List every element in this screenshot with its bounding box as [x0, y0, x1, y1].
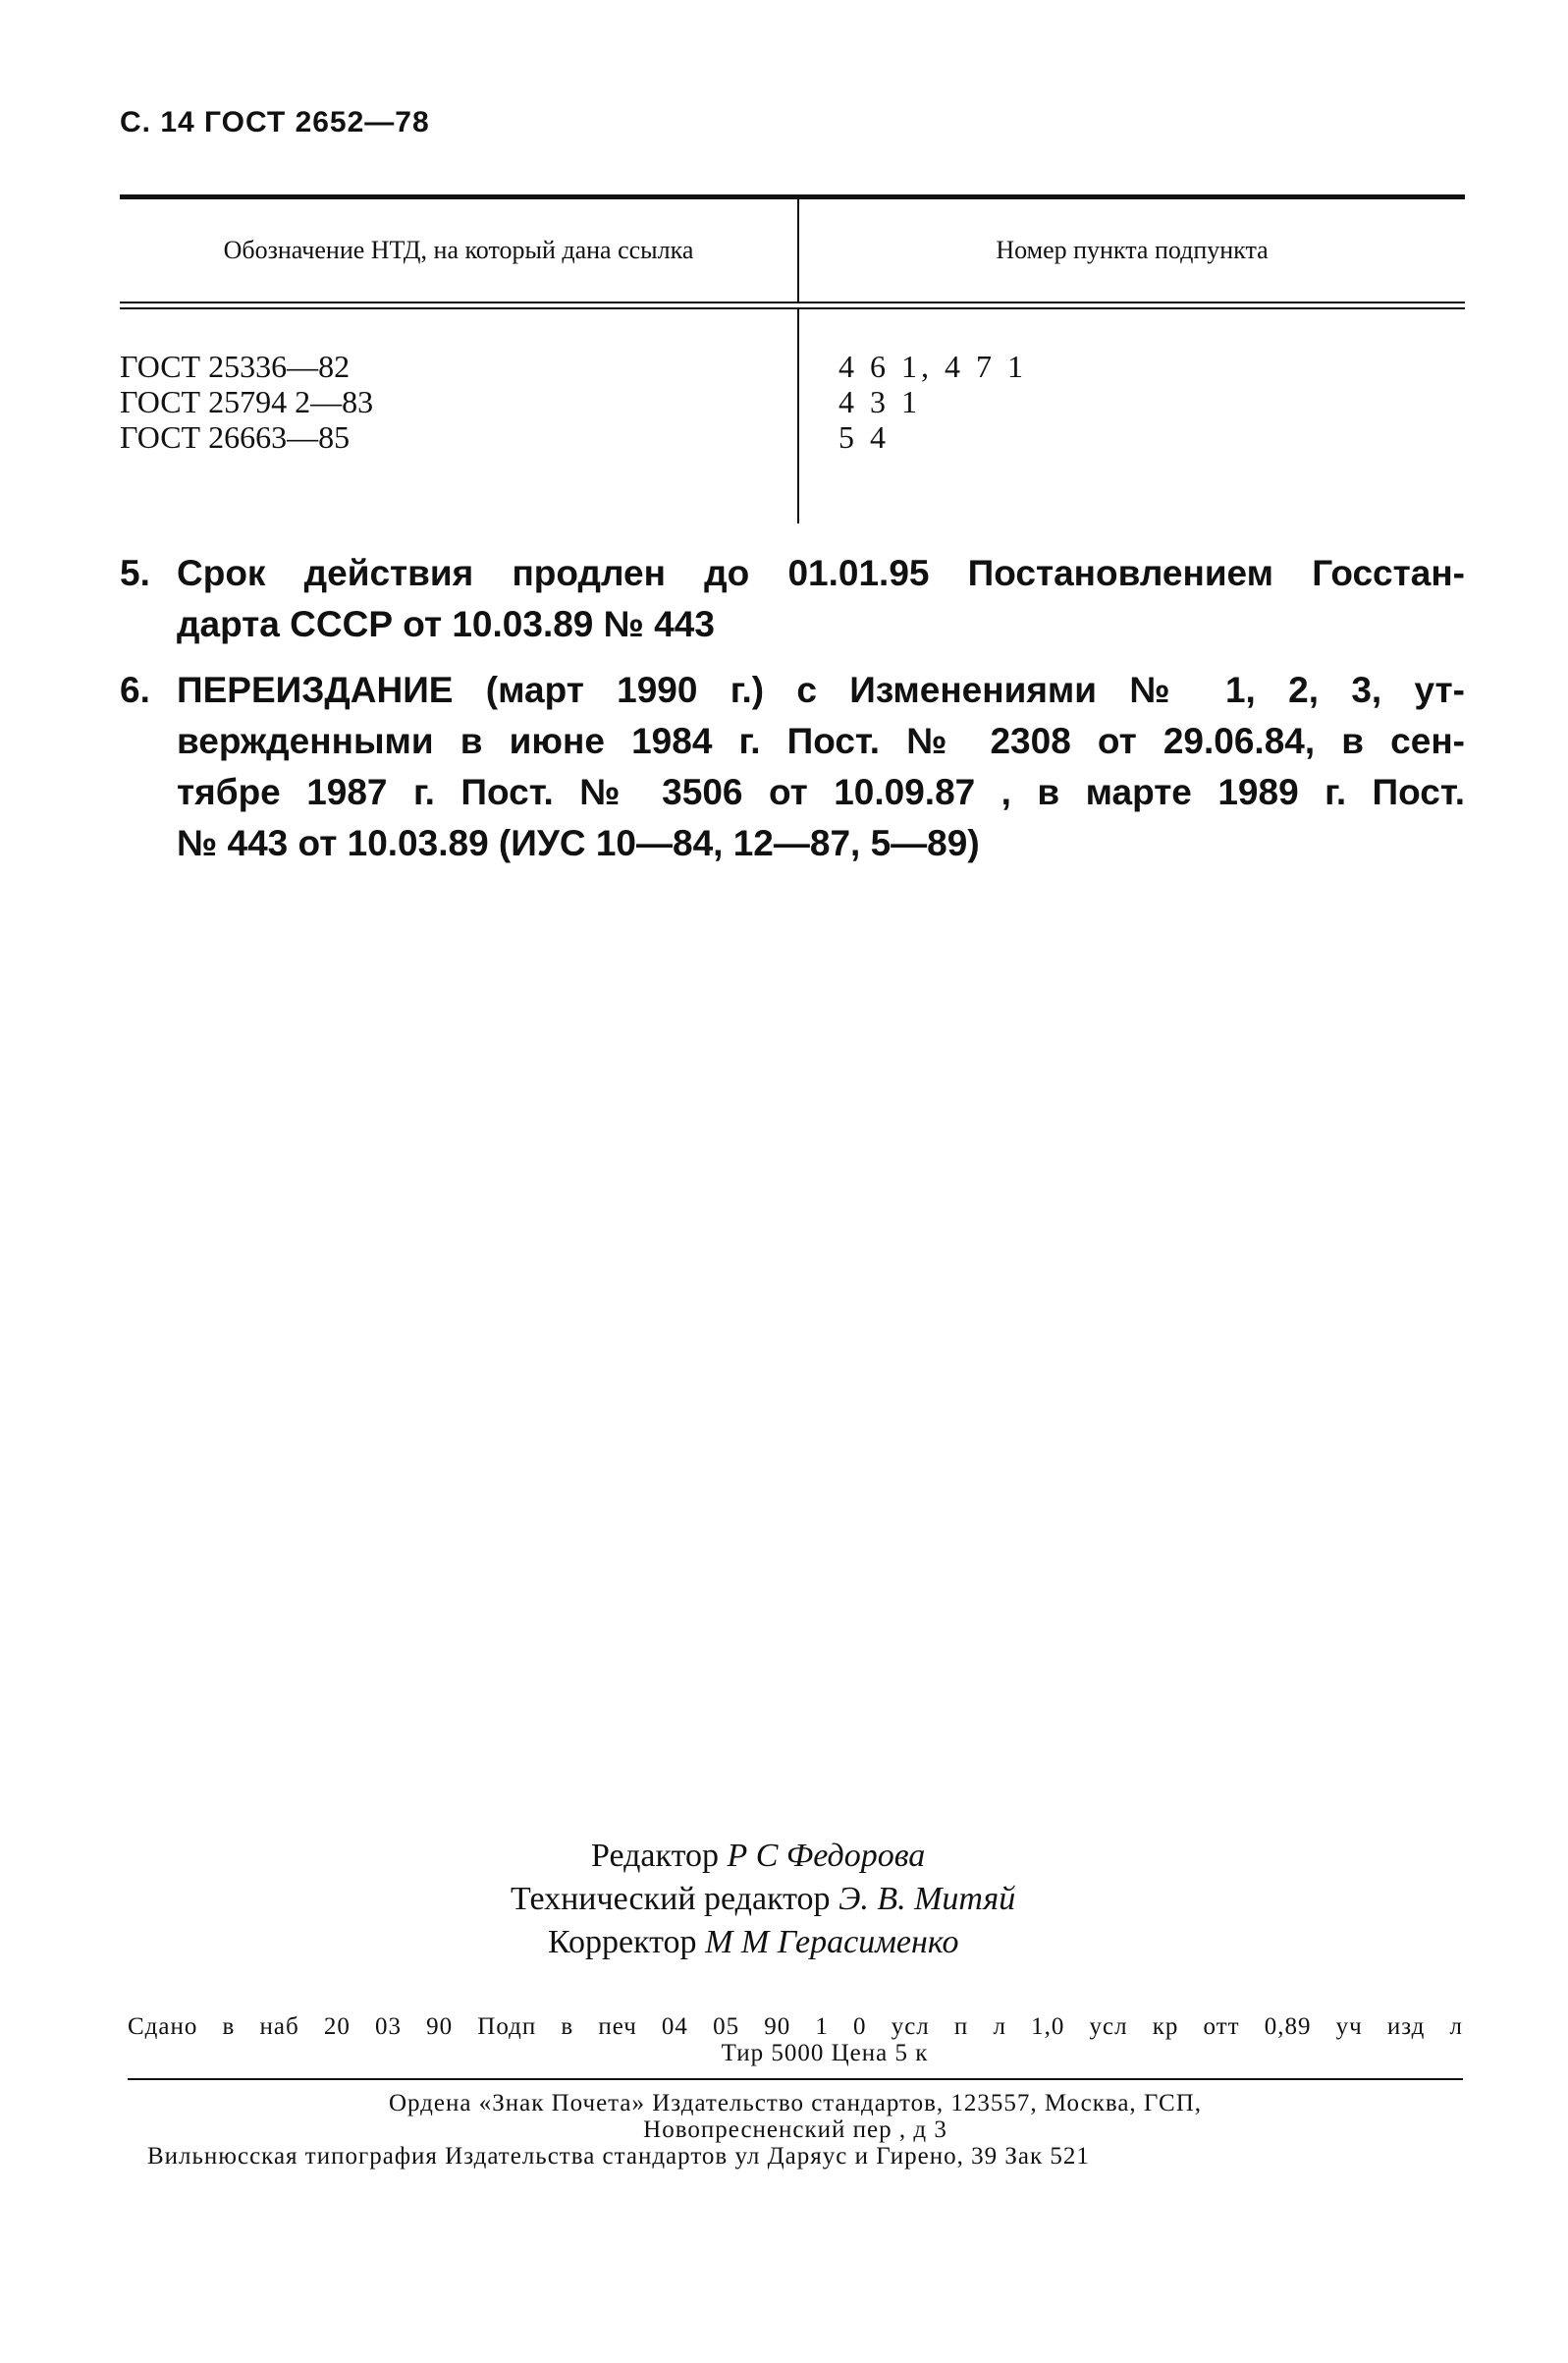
credit-name: Р С Федорова: [727, 1838, 926, 1874]
document-column: [120, 309, 797, 523]
header-cell-document: Обозначение НТД, на который дана ссылка: [223, 236, 694, 264]
item-line: дарта СССР от 10.03.89 № 443: [177, 604, 715, 644]
table-cell-document: ГОСТ 25336—82: [120, 349, 351, 384]
item-5-validity-extension: [120, 548, 1465, 650]
item-line: [120, 665, 1465, 716]
item-text: Срок действия продлен до 01.01.95 Постановлением Госстан-: [177, 553, 1465, 593]
item-line: вержденными в июне 1984 г. Пост. № 2308 от 29.06.84, в сен-: [177, 721, 1465, 761]
table-cell-clause: 5 4: [838, 419, 890, 455]
item-number: 5.: [120, 553, 150, 593]
item-text: ПЕРЕИЗДАНИЕ (март 1990 г.) с Изменениями № 1, 2, 3, ут-: [177, 670, 1465, 710]
table-body: [120, 309, 1465, 523]
credit-role: Корректор: [548, 1924, 697, 1960]
credit-role: Редактор: [591, 1838, 719, 1874]
imprint-divider: [128, 2078, 1463, 2080]
item-6-reissue: [120, 665, 1465, 869]
item-line: [120, 548, 1465, 599]
table-cell-clause: 4 6 1, 4 7 1: [838, 349, 1027, 384]
table-header-rule: [120, 302, 1465, 309]
imprint-circulation: Тир 5000 Цена 5 к: [721, 2040, 929, 2066]
reference-table: [120, 194, 1465, 523]
credit-role: Технический редактор: [511, 1881, 831, 1917]
table-cell-document: ГОСТ 26663—85: [120, 419, 351, 455]
publisher-address: Новопресненский пер , д 3: [643, 2116, 947, 2143]
item-line: тябре 1987 г. Пост. № 3506 от 10.09.87 , в марте 1989 г. Пост.: [177, 772, 1465, 812]
credit-name: Э. В. Митяй: [838, 1881, 1016, 1917]
clause-column: [797, 309, 1465, 523]
item-line: № 443 от 10.03.89 (ИУС 10—84, 12—87, 5—89): [177, 823, 980, 863]
credits: [511, 1835, 1015, 1964]
publisher-line: Ордена «Знак Почета» Издательство стандартов, 123557, Москва, ГСП,: [388, 2090, 1203, 2116]
credit-proofreader: [511, 1921, 1015, 1964]
item-number: 6.: [120, 670, 150, 710]
page-header: С. 14 ГОСТ 2652—78: [120, 106, 430, 138]
credit-technical-editor: [511, 1878, 1015, 1921]
table-cell-document: ГОСТ 25794 2—83: [120, 384, 374, 419]
table-cell-clause: 4 3 1: [838, 384, 921, 419]
table-header-row: [120, 199, 1465, 302]
imprint-print-data: Сдано в наб 20 03 90 Подп в печ 04 05 90 1 0 усл п л 1,0 усл кр отт 0,89 уч изд л: [128, 2013, 1463, 2040]
header-cell-clause: Номер пункта подпункта: [797, 199, 1465, 302]
printing-house: Вильнюсская типография Издательства стандартов ул Даряус и Гирено, 39 Зак 521: [147, 2143, 1090, 2170]
publisher-info: [147, 2090, 1443, 2170]
imprint: [128, 2013, 1463, 2066]
credit-name: М М Герасименко: [705, 1924, 959, 1960]
credit-editor: [511, 1835, 1015, 1878]
